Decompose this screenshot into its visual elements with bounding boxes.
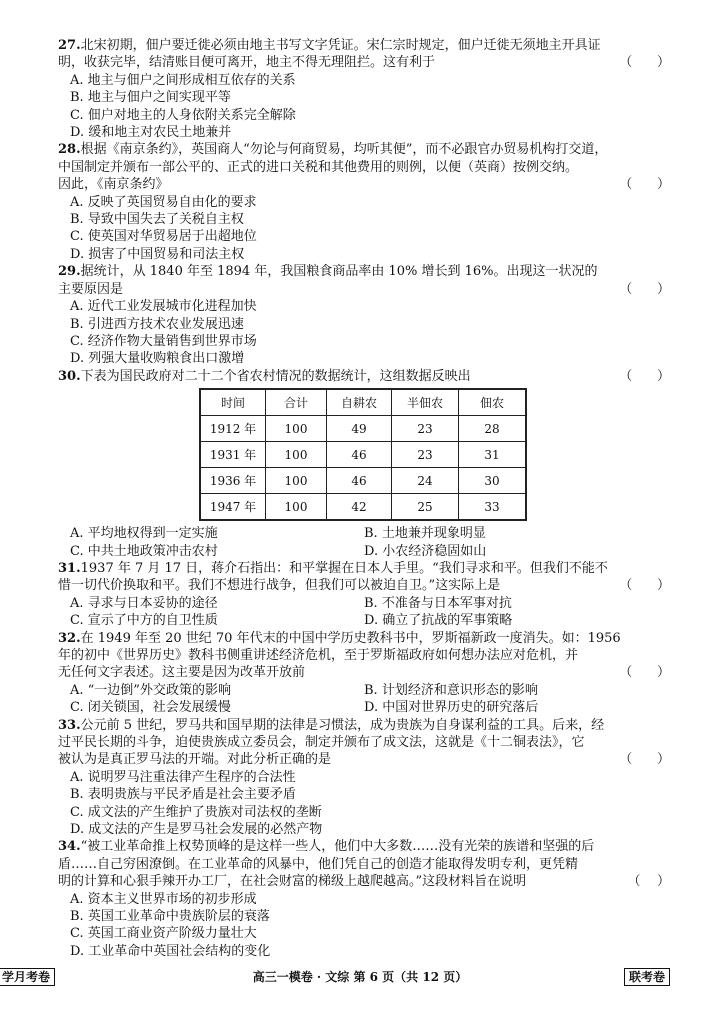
- question-33: [58, 717, 670, 839]
- table-row: [200, 442, 526, 468]
- footer-right-label: 联考卷: [624, 968, 670, 986]
- option-b: B. 表明贵族与平民矛盾是社会主要矛盾: [70, 787, 296, 803]
- answer-blank: （ ）: [619, 368, 670, 384]
- table-header: 半佃农: [392, 389, 459, 416]
- option-a: A. 反映了英国贸易自由化的要求: [70, 194, 257, 210]
- option-b: B. 导致中国失去了关税自主权: [70, 212, 244, 228]
- stem-line: 1937 年 7 月 17 日，蒋介石指出：和平掌握在日本人手里。“我们寻求和平。但我们不能不: [80, 560, 608, 576]
- footer-left-label: 学月考卷: [0, 968, 55, 986]
- table-cell: 46: [327, 468, 392, 494]
- option-b: B. 不准备与日本军事对抗: [364, 595, 512, 611]
- stem-line: 惜一切代价换取和平。我们不想进行战争，但我们可以被迫自卫。”这实际上是: [58, 578, 501, 594]
- option-d: D. 列强大量收购粮食出口激增: [70, 351, 245, 367]
- option-d: D. 确立了抗战的军事策略: [364, 613, 513, 629]
- table-cell: 1936 年: [200, 468, 266, 494]
- stem-line: 北宋初期，佃户要迁徙必须由地主书写文字凭证。宋仁宗时规定，佃户迁徙无须地主开具证: [80, 38, 601, 53]
- table-cell: 100: [266, 416, 327, 442]
- question-number: 34.: [58, 839, 81, 855]
- table-cell: 1912 年: [200, 416, 266, 442]
- option-b: B. 土地兼并现象明显: [364, 526, 486, 542]
- option-d: D. 中国对世界历史的研究落后: [364, 700, 539, 716]
- table-header-row: [200, 389, 526, 416]
- option-d: D. 成文法的产生是罗马社会发展的必然产物: [70, 822, 323, 838]
- table-cell: 23: [392, 442, 459, 468]
- table-header: 佃农: [459, 389, 527, 416]
- question-number: 29.: [58, 264, 81, 280]
- table-header: 合计: [266, 389, 327, 416]
- option-c: C. 佃户对地主的人身依附关系完全解除: [70, 107, 296, 123]
- option-c: C. 闭关锁国，社会发展缓慢: [70, 700, 231, 716]
- option-d: D. 小农经济稳固如山: [364, 543, 487, 559]
- table-cell: 31: [459, 442, 527, 468]
- table-cell: 24: [392, 468, 459, 494]
- option-a: A. 资本主义世界市场的初步形成: [70, 891, 257, 907]
- question-number: 31.: [58, 560, 81, 576]
- option-row: [58, 612, 670, 629]
- option-a: A. 近代工业发展城市化进程加快: [70, 299, 257, 315]
- option-a: A. 说明罗马注重法律产生程序的合法性: [70, 769, 296, 785]
- option-row: [58, 525, 670, 542]
- question-stem: [58, 37, 670, 72]
- table-cell: 1947 年: [200, 494, 266, 521]
- stem-line: 无任何文字表述。这主要是因为改革开放前: [58, 665, 306, 681]
- table-cell: 25: [392, 494, 459, 521]
- question-number: 27.: [58, 38, 81, 53]
- question-stem: [58, 141, 670, 193]
- farmer-data-table: [199, 388, 527, 521]
- option-a: A. “一边倒”外交政策的影响: [70, 682, 231, 698]
- table-row: [200, 494, 526, 521]
- answer-blank: （ ）: [619, 281, 670, 297]
- footer-page-info: 高三一模卷 · 文综 第 6 页（共 12 页）: [252, 970, 468, 984]
- option-c: C. 成文法的产生维护了贵族对司法权的垄断: [70, 804, 322, 820]
- table-cell: 33: [459, 494, 527, 521]
- table-row: [200, 416, 526, 442]
- option-row: [58, 682, 670, 699]
- answer-blank: （ ）: [619, 578, 670, 594]
- stem-line: 明的计算和心狠手辣开办工厂，在社会财富的梯级上越爬越高。”这段材料旨在说明: [58, 874, 527, 890]
- option-row: [58, 699, 670, 716]
- question-34: [58, 838, 670, 960]
- option-b: B. 引进西方技术农业发展迅速: [70, 316, 244, 332]
- table-cell: 28: [459, 416, 527, 442]
- stem-line: 明，收获完毕，结清账目便可离开，地主不得无理阻拦。这有利于: [58, 55, 436, 71]
- option-c: C. 使英国对华贸易居于出超地位: [70, 229, 257, 245]
- table-cell: 100: [266, 494, 327, 521]
- exam-page: [58, 37, 670, 960]
- option-b: B. 地主与佃户之间实现平等: [70, 90, 231, 106]
- stem-line: 年的初中《世界历史》教科书侧重讲述经济危机，至于罗斯福政府如何想办法应对危机，并: [58, 647, 579, 663]
- question-27: [58, 37, 670, 141]
- option-a: A. 平均地权得到一定实施: [70, 526, 218, 542]
- option-b: B. 计划经济和意识形态的影响: [364, 682, 538, 698]
- table-header: 时间: [200, 389, 266, 416]
- question-number: 32.: [58, 630, 81, 646]
- table-cell: 42: [327, 494, 392, 521]
- option-row: [58, 543, 670, 560]
- table-cell: 100: [266, 442, 327, 468]
- table-row: [200, 468, 526, 494]
- stem-line: 中国制定并颁布一部公平的、正式的进口关税和其他费用的则例，以便（英商）按例交纳。: [58, 159, 579, 175]
- stem-line: 下表为国民政府对二十二个省农村情况的数据统计，这组数据反映出: [80, 368, 471, 384]
- stem-line: 在 1949 年至 20 世纪 70 年代末的中国中学历史教科书中，罗斯福新政一度消失。如：1956: [80, 630, 621, 646]
- page-footer: [0, 968, 720, 988]
- question-stem: [58, 560, 670, 595]
- question-stem: [58, 368, 670, 385]
- table-cell: 46: [327, 442, 392, 468]
- stem-line: “被工业革命推上权势顶峰的是这样一些人，他们中大多数……没有光荣的族谱和坚强的后: [80, 839, 595, 855]
- question-32: [58, 630, 670, 717]
- question-stem: [58, 263, 670, 298]
- stem-line: 公元前 5 世纪，罗马共和国早期的法律是习惯法，成为贵族为自身谋利益的工具。后来，经: [80, 717, 605, 733]
- answer-blank: （ ）: [619, 752, 670, 768]
- question-stem: [58, 717, 670, 769]
- option-row: [58, 595, 670, 612]
- option-d: D. 损害了中国贸易和司法主权: [70, 246, 245, 262]
- answer-blank: （ ）: [619, 55, 670, 71]
- option-a: A. 地主与佃户之间形成相互依存的关系: [70, 72, 296, 88]
- stem-line: 盾……自己穷困潦倒。在工业革命的风暴中，他们凭自己的创造才能取得发明专利，更凭精: [58, 856, 579, 872]
- question-31: [58, 560, 670, 630]
- table-cell: 100: [266, 468, 327, 494]
- stem-line: 因此，《南京条约》: [58, 177, 169, 193]
- answer-blank: （ ）: [627, 874, 670, 890]
- stem-line: 据统计，从 1840 年至 1894 年，我国粮食商品率由 10% 增长到 16%。出现这一状况的: [80, 264, 598, 280]
- question-number: 28.: [58, 142, 81, 158]
- option-c: C. 经济作物大量销售到世界市场: [70, 333, 257, 349]
- question-stem: [58, 838, 670, 890]
- option-b: B. 英国工业革命中贵族阶层的衰落: [70, 909, 270, 925]
- answer-blank: （ ）: [619, 665, 670, 681]
- question-28: [58, 141, 670, 263]
- stem-line: 根据《南京条约》，英国商人“勿论与何商贸易，均听其便”，而不必跟官办贸易机构打交道，: [80, 142, 608, 158]
- question-number: 30.: [58, 368, 81, 384]
- question-29: [58, 263, 670, 367]
- question-30: [58, 368, 670, 560]
- table-cell: 1931 年: [200, 442, 266, 468]
- option-c: C. 中共土地政策冲击农村: [70, 543, 218, 559]
- table-cell: 30: [459, 468, 527, 494]
- table-header: 自耕农: [327, 389, 392, 416]
- table-cell: 23: [392, 416, 459, 442]
- stem-line: 过平民长期的斗争，迫使贵族成立委员会，制定并颁布了成文法，这就是《十二铜表法》，它: [58, 735, 585, 750]
- option-d: D. 缓和地主对农民土地兼并: [70, 125, 232, 141]
- option-a: A. 寻求与日本妥协的途径: [70, 595, 218, 611]
- option-c: C. 宣示了中方的自卫性质: [70, 613, 218, 629]
- stem-line: 主要原因是: [58, 281, 124, 297]
- option-c: C. 英国工商业资产阶级力量壮大: [70, 926, 257, 942]
- question-number: 33.: [58, 717, 81, 733]
- table-cell: 49: [327, 416, 392, 442]
- answer-blank: （ ）: [619, 177, 670, 193]
- stem-line: 被认为是真正罗马法的开端。对此分析正确的是: [58, 752, 332, 768]
- option-d: D. 工业革命中英国社会结构的变化: [70, 943, 271, 959]
- question-stem: [58, 630, 670, 682]
